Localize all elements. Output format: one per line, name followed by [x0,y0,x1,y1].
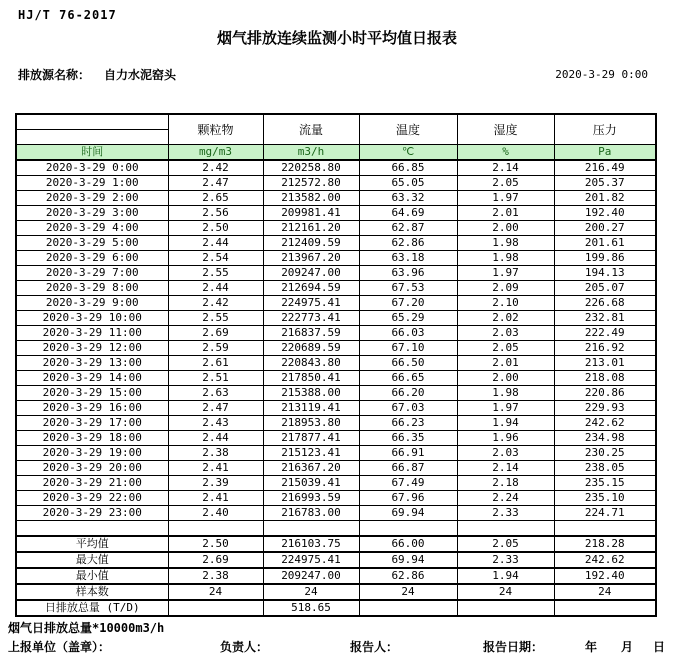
table-row [16,431,656,446]
page-title: 烟气排放连续监测小时平均值日报表 [216,29,457,47]
time-cell: 2020-3-29 22:00 [16,491,168,506]
responsible-person-label: 负责人： [220,640,269,654]
summary-value-cell: 2.38 [168,568,263,584]
value-cell: 199.86 [554,251,656,266]
value-cell: 209247.00 [263,266,359,281]
value-cell: 2.54 [168,251,263,266]
table-row [16,236,656,251]
value-cell: 2.01 [457,206,554,221]
summary-value-cell: 69.94 [359,552,457,568]
time-cell: 2020-3-29 10:00 [16,311,168,326]
unit-cell-flow: m3/h [263,145,359,161]
value-cell: 66.65 [359,371,457,386]
table-row [16,266,656,281]
summary-value-cell [168,600,263,616]
header-row-top [16,114,656,130]
summary-row [16,536,656,552]
value-cell: 2.42 [168,296,263,311]
time-cell: 2020-3-29 20:00 [16,461,168,476]
summary-value-cell: 216103.75 [263,536,359,552]
time-cell: 2020-3-29 12:00 [16,341,168,356]
value-cell: 2.65 [168,191,263,206]
value-cell: 2.51 [168,371,263,386]
time-cell: 2020-3-29 16:00 [16,401,168,416]
table-row [16,461,656,476]
value-cell: 2.47 [168,401,263,416]
table-row [16,371,656,386]
value-cell: 2.33 [457,506,554,521]
value-cell: 220258.80 [263,160,359,176]
value-cell: 2.03 [457,446,554,461]
time-cell: 2020-3-29 17:00 [16,416,168,431]
summary-value-cell: 24 [168,584,263,600]
value-cell: 2.41 [168,491,263,506]
time-header-cell: 时间 [16,145,168,161]
time-cell: 2020-3-29 18:00 [16,431,168,446]
summary-value-cell: 224975.41 [263,552,359,568]
source-label: 排放源名称： [18,68,91,82]
value-cell: 67.96 [359,491,457,506]
value-cell: 2.18 [457,476,554,491]
time-cell: 2020-3-29 9:00 [16,296,168,311]
summary-value-cell [359,600,457,616]
table-row [16,356,656,371]
summary-value-cell: 218.28 [554,536,656,552]
value-cell: 2.44 [168,236,263,251]
value-cell: 215388.00 [263,386,359,401]
year-label: 年 [585,640,598,654]
data-rows [16,160,656,521]
time-cell: 2020-3-29 4:00 [16,221,168,236]
value-cell: 1.97 [457,266,554,281]
value-cell: 192.40 [554,206,656,221]
monitoring-table [15,113,657,617]
value-cell: 67.20 [359,296,457,311]
value-cell: 213119.41 [263,401,359,416]
summary-row [16,600,656,616]
value-cell: 1.98 [457,236,554,251]
table-row [16,401,656,416]
value-cell: 66.87 [359,461,457,476]
summary-value-cell: 66.00 [359,536,457,552]
summary-value-cell: 24 [554,584,656,600]
value-cell: 218953.80 [263,416,359,431]
time-cell: 2020-3-29 2:00 [16,191,168,206]
summary-row [16,552,656,568]
value-cell: 2.56 [168,206,263,221]
table-row [16,386,656,401]
value-cell: 213582.00 [263,191,359,206]
value-cell: 232.81 [554,311,656,326]
summary-value-cell: 2.50 [168,536,263,552]
value-cell: 216837.59 [263,326,359,341]
table-row [16,296,656,311]
table-row [16,326,656,341]
value-cell: 66.35 [359,431,457,446]
value-cell: 217850.41 [263,371,359,386]
summary-value-cell: 209247.00 [263,568,359,584]
value-cell: 67.10 [359,341,457,356]
value-cell: 2.14 [457,160,554,176]
source-name: 自力水泥窑头 [104,68,177,82]
value-cell: 222773.41 [263,311,359,326]
value-cell: 224.71 [554,506,656,521]
time-cell: 2020-3-29 15:00 [16,386,168,401]
value-cell: 2.40 [168,506,263,521]
value-cell: 2.55 [168,311,263,326]
value-cell: 217877.41 [263,431,359,446]
unit-cell-particulate: mg/m3 [168,145,263,161]
value-cell: 230.25 [554,446,656,461]
time-cell: 2020-3-29 6:00 [16,251,168,266]
value-cell: 2.38 [168,446,263,461]
table-row [16,416,656,431]
summary-value-cell: 518.65 [263,600,359,616]
value-cell: 2.10 [457,296,554,311]
summary-value-cell: 242.62 [554,552,656,568]
summary-value-cell: 1.94 [457,568,554,584]
value-cell: 216993.59 [263,491,359,506]
value-cell: 194.13 [554,266,656,281]
time-cell: 2020-3-29 0:00 [16,160,168,176]
value-cell: 238.05 [554,461,656,476]
table-row [16,281,656,296]
reporter-label: 报告人： [350,640,399,654]
summary-rows [16,536,656,616]
spacer-cell [263,521,359,537]
value-cell: 67.53 [359,281,457,296]
value-cell: 62.86 [359,236,457,251]
value-cell: 212161.20 [263,221,359,236]
summary-label-cell: 日排放总量 (T/D) [16,600,168,616]
value-cell: 205.07 [554,281,656,296]
value-cell: 213.01 [554,356,656,371]
value-cell: 2.01 [457,356,554,371]
summary-label-cell: 最小值 [16,568,168,584]
value-cell: 2.44 [168,281,263,296]
value-cell: 2.47 [168,176,263,191]
value-cell: 220689.59 [263,341,359,356]
value-cell: 200.27 [554,221,656,236]
value-cell: 2.00 [457,221,554,236]
value-cell: 1.98 [457,386,554,401]
spacer-cell [16,521,168,537]
time-cell: 2020-3-29 13:00 [16,356,168,371]
value-cell: 2.61 [168,356,263,371]
value-cell: 2.03 [457,326,554,341]
table-row [16,446,656,461]
unit-cell-humidity: % [457,145,554,161]
report-datetime: 2020-3-29 0:00 [555,68,648,81]
time-cell: 2020-3-29 7:00 [16,266,168,281]
value-cell: 218.08 [554,371,656,386]
report-unit-label: 上报单位（盖章）： [8,640,111,654]
summary-value-cell: 192.40 [554,568,656,584]
value-cell: 67.03 [359,401,457,416]
table-row [16,176,656,191]
standard-code: HJ/T 76-2017 [18,8,117,22]
month-label: 月 [621,640,634,654]
spacer-cell [457,521,554,537]
value-cell: 66.91 [359,446,457,461]
time-cell: 2020-3-29 3:00 [16,206,168,221]
table-row [16,251,656,266]
spacer-section [16,521,656,537]
value-cell: 2.44 [168,431,263,446]
time-cell: 2020-3-29 5:00 [16,236,168,251]
summary-value-cell: 2.33 [457,552,554,568]
value-cell: 2.05 [457,341,554,356]
day-label: 日 [653,640,666,654]
value-cell: 2.24 [457,491,554,506]
value-cell: 2.09 [457,281,554,296]
value-cell: 2.50 [168,221,263,236]
value-cell: 229.93 [554,401,656,416]
summary-value-cell: 24 [263,584,359,600]
spacer-cell [554,521,656,537]
spacer-cell [168,521,263,537]
value-cell: 205.37 [554,176,656,191]
table-row [16,476,656,491]
value-cell: 2.42 [168,160,263,176]
value-cell: 2.00 [457,371,554,386]
value-cell: 226.68 [554,296,656,311]
value-cell: 2.02 [457,311,554,326]
table-row [16,341,656,356]
total-emission-note: 烟气日排放总量*10000m3/h [8,621,165,635]
summary-label-cell: 最大值 [16,552,168,568]
source-line [18,66,176,83]
value-cell: 216.92 [554,341,656,356]
summary-value-cell: 2.69 [168,552,263,568]
value-cell: 220843.80 [263,356,359,371]
time-cell: 2020-3-29 19:00 [16,446,168,461]
time-cell: 2020-3-29 21:00 [16,476,168,491]
value-cell: 2.69 [168,326,263,341]
value-cell: 64.69 [359,206,457,221]
summary-value-cell: 24 [359,584,457,600]
time-cell: 2020-3-29 11:00 [16,326,168,341]
unit-cell-pressure: Pa [554,145,656,161]
summary-value-cell: 62.86 [359,568,457,584]
value-cell: 224975.41 [263,296,359,311]
summary-value-cell: 2.05 [457,536,554,552]
value-cell: 65.05 [359,176,457,191]
value-cell: 1.97 [457,191,554,206]
value-cell: 1.96 [457,431,554,446]
summary-row [16,584,656,600]
value-cell: 66.20 [359,386,457,401]
table-row [16,506,656,521]
value-cell: 209981.41 [263,206,359,221]
value-cell: 235.15 [554,476,656,491]
value-cell: 234.98 [554,431,656,446]
time-cell: 2020-3-29 8:00 [16,281,168,296]
value-cell: 1.98 [457,251,554,266]
value-cell: 222.49 [554,326,656,341]
summary-label-cell: 样本数 [16,584,168,600]
value-cell: 1.97 [457,401,554,416]
value-cell: 212572.80 [263,176,359,191]
value-cell: 212409.59 [263,236,359,251]
value-cell: 63.18 [359,251,457,266]
value-cell: 1.94 [457,416,554,431]
value-cell: 2.63 [168,386,263,401]
summary-label-cell: 平均值 [16,536,168,552]
value-cell: 216.49 [554,160,656,176]
table-row [16,221,656,236]
value-cell: 2.59 [168,341,263,356]
value-cell: 66.03 [359,326,457,341]
value-cell: 216367.20 [263,461,359,476]
value-cell: 2.05 [457,176,554,191]
value-cell: 215123.41 [263,446,359,461]
time-cell: 2020-3-29 1:00 [16,176,168,191]
table-row [16,206,656,221]
value-cell: 62.87 [359,221,457,236]
spacer-row [16,521,656,537]
value-cell: 2.39 [168,476,263,491]
report-date-label: 报告日期： [483,640,544,654]
value-cell: 66.50 [359,356,457,371]
value-cell: 235.10 [554,491,656,506]
value-cell: 63.32 [359,191,457,206]
summary-value-cell [457,600,554,616]
table-row [16,491,656,506]
spacer-cell [359,521,457,537]
table-row [16,191,656,206]
value-cell: 2.43 [168,416,263,431]
value-cell: 216783.00 [263,506,359,521]
summary-row [16,568,656,584]
table-row [16,311,656,326]
column-header-particulate: 颗粒物 [168,114,263,145]
column-header-pressure: 压力 [554,114,656,145]
summary-value-cell [554,600,656,616]
value-cell: 67.49 [359,476,457,491]
value-cell: 2.41 [168,461,263,476]
value-cell: 242.62 [554,416,656,431]
value-cell: 215039.41 [263,476,359,491]
value-cell: 212694.59 [263,281,359,296]
value-cell: 66.85 [359,160,457,176]
value-cell: 201.61 [554,236,656,251]
value-cell: 66.23 [359,416,457,431]
value-cell: 65.29 [359,311,457,326]
column-header-temperature: 温度 [359,114,457,145]
column-header-humidity: 湿度 [457,114,554,145]
header-blank-cell-top [16,114,168,130]
summary-value-cell: 24 [457,584,554,600]
time-cell: 2020-3-29 23:00 [16,506,168,521]
table-row [16,160,656,176]
time-cell: 2020-3-29 14:00 [16,371,168,386]
units-row [16,145,656,161]
header-blank-cell-bottom [16,130,168,145]
value-cell: 2.14 [457,461,554,476]
value-cell: 201.82 [554,191,656,206]
value-cell: 63.96 [359,266,457,281]
value-cell: 213967.20 [263,251,359,266]
value-cell: 220.86 [554,386,656,401]
value-cell: 69.94 [359,506,457,521]
table-header [16,114,656,160]
unit-cell-temperature: ℃ [359,145,457,161]
value-cell: 2.55 [168,266,263,281]
column-header-flow: 流量 [263,114,359,145]
